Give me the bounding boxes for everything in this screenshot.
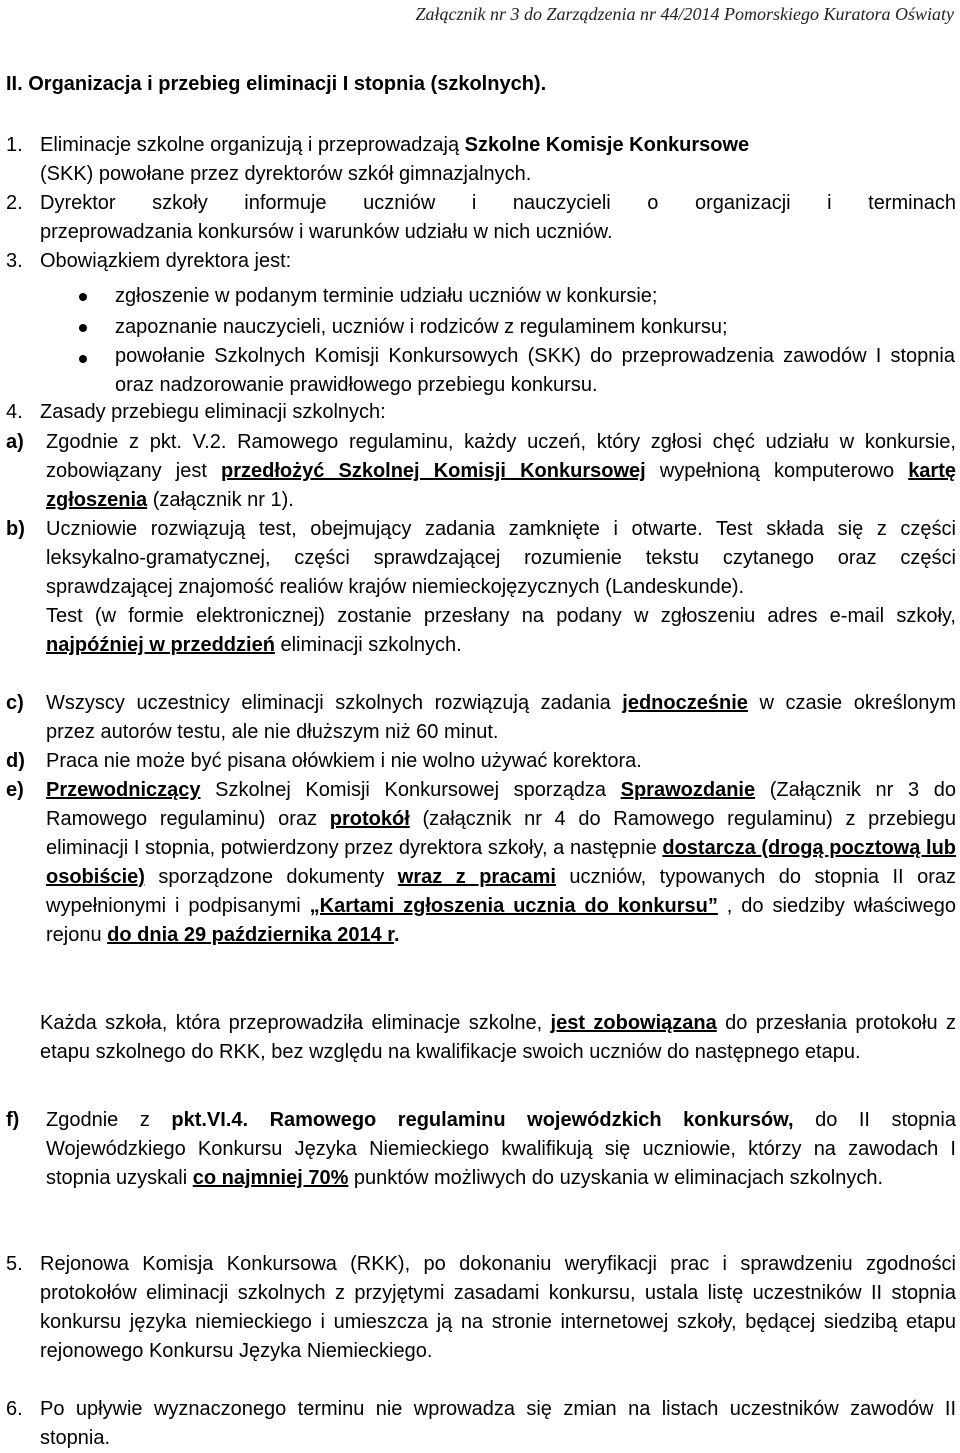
item-text: do przesłania protokołu z etapu szkolnego do RKK, bez względu na kwalifikacje swoich uczniów do następnego etapu. <box>40 1012 956 1063</box>
item-text: Obowiązkiem dyrektora jest: <box>40 250 292 272</box>
item-text: Wszyscy uczestnicy eliminacji szkolnych rozwiązują zadania <box>46 692 623 714</box>
list-item-5 <box>6 1250 956 1366</box>
item-text: Praca nie może być pisana ołówkiem i nie wolno używać korektora. <box>46 750 642 772</box>
emphasis-text: jest zobowiązana <box>550 1012 717 1034</box>
bullet-text: powołanie Szkolnych Komisji Konkursowych (SKK) do przeprowadzenia zawodów I stopnia oraz nadzorowanie prawidłowego przebiegu konkursu. <box>115 345 955 396</box>
item-text: Zgodnie z <box>46 1109 172 1131</box>
item-text: Rejonowa Komisja Konkursowa (RKK), po dokonaniu weryfikacji prac i sprawdzeniu zgodności protokołów eliminacji szkolnych z przyjętymi zasadami konkursu, ustala listę uczestników II stopnia konkursu języka niemieckiego i umieszcza ją na stronie internetowej szkoły, będącej siedzibą etapu rejonowego Konkursu Języka Niemieckiego. <box>40 1253 956 1362</box>
sub-item-label: d) <box>6 750 25 772</box>
emphasis-text: „Kartami zgłoszenia ucznia do konkursu” <box>309 895 718 917</box>
item-number: 6. <box>6 1398 23 1420</box>
bullet-text: zgłoszenie w podanym terminie udziału uczniów w konkursie; <box>115 285 658 307</box>
item-text: Każda szkoła, która przeprowadziła eliminacje szkolne, <box>40 1012 551 1034</box>
item-text: (załącznik nr 4 do Ramowego regulaminu) z przebiegu eliminacji I stopnia, potwierdzony przez dyrektora szkoły, a następnie <box>46 808 956 859</box>
item-text: Uczniowie rozwiązują test, obejmujący zadania zamknięte i otwarte. Test składa się z części leksykalno-gramatycznej, części sprawdzającej rozumienie tekstu czytanego oraz części sprawdzającej znajomość realiów krajów niemieckojęzycznych (Landeskunde). <box>46 518 956 598</box>
emphasis-text: co najmniej 70% <box>192 1167 349 1189</box>
emphasis-text: najpóźniej w przeddzień <box>46 634 275 656</box>
item-text: do II stopnia Wojewódzkiego Konkursu Języka Niemieckiego kwalifikują się uczniowie, którzy na zawodach I stopnia uzyskali <box>46 1109 956 1189</box>
sub-item-b <box>6 515 956 660</box>
list-item-3 <box>6 247 956 276</box>
bullet-icon <box>79 324 87 332</box>
item-text: (załącznik nr 1). <box>147 489 294 511</box>
sub-item-e <box>6 776 956 950</box>
sub-item-label: e) <box>6 779 24 801</box>
emphasis-text: jednocześnie <box>622 692 748 714</box>
item-text: (SKK) powołane przez dyrektorów szkół gimnazjalnych. <box>40 163 532 185</box>
item-number: 2. <box>6 192 23 214</box>
item-text: w czasie określonym przez autorów testu, ale nie dłuższym niż 60 minut. <box>46 692 956 743</box>
sub-item-f <box>6 1106 956 1193</box>
item-text: punktów możliwych do uzyskania w eliminacjach szkolnych. <box>348 1167 884 1189</box>
list-item-2 <box>6 189 956 247</box>
emphasis-text: Sprawozdanie <box>620 779 756 801</box>
item-text: Po upływie wyznaczonego terminu nie wprowadza się zmian na listach uczestników zawodów II stopnia. <box>40 1398 956 1449</box>
document-header: Załącznik nr 3 do Zarządzenia nr 44/2014 Pomorskiego Kuratora Oświaty <box>415 4 954 24</box>
bullet-text: zapoznanie nauczycieli, uczniów i rodziców z regulaminem konkursu; <box>115 316 728 338</box>
sub-item-d <box>6 747 956 776</box>
item-number: 1. <box>6 134 23 156</box>
item-text: (Załącznik nr 3 do Ramowego regulaminu) oraz <box>46 779 957 830</box>
item-number: 3. <box>6 250 23 272</box>
bullet-icon <box>79 355 87 363</box>
notice-paragraph <box>40 1009 956 1067</box>
bold-text: Szkolne Komisje Konkursowe <box>464 134 750 156</box>
item-text: Zgodnie z pkt. V.2. Ramowego regulaminu, każdy uczeń, który zgłosi chęć udziału w konkursie, zobowiązany jest <box>46 431 956 482</box>
item-text: wypełnioną komputerowo <box>645 460 909 482</box>
sub-item-label: c) <box>6 692 24 714</box>
item-text: eliminacji szkolnych. <box>274 634 462 656</box>
item-text: przeprowadzania konkursów i warunków udziału w nich uczniów. <box>40 221 613 243</box>
sub-item-a <box>6 428 956 515</box>
emphasis-text: dostarcza (drogą pocztową lub osobiście) <box>46 837 957 888</box>
item-text: sporządzone dokumenty <box>144 866 398 888</box>
emphasis-text: kartę zgłoszenia <box>46 460 956 511</box>
sub-item-label: a) <box>6 431 24 453</box>
item-text: Test (w formie elektronicznej) zostanie przesłany na podany w zgłoszeniu adres e-mail szkoły, <box>46 605 956 627</box>
emphasis-text: wraz z pracami <box>397 866 556 888</box>
item-text: Eliminacje szkolne organizują i przeprowadzają <box>40 134 465 156</box>
bullet-icon <box>79 293 87 301</box>
emphasis-text: Przewodniczący <box>46 779 201 801</box>
item-text: Zasady przebiegu eliminacji szkolnych: <box>40 401 386 423</box>
list-item-1 <box>6 131 956 189</box>
bold-text: pkt.VI.4. Ramowego regulaminu wojewódzkich konkursów, <box>171 1109 794 1131</box>
item-text: Dyrektor szkoły informuje uczniów i nauczycieli o organizacji i terminach <box>40 192 956 214</box>
list-item-6 <box>6 1395 956 1453</box>
item-text: uczniów, typowanych do stopnia II oraz wypełnionymi i podpisanymi <box>46 866 956 917</box>
item-text: Szkolnej Komisji Konkursowej sporządza <box>200 779 621 801</box>
item-text: . <box>393 924 400 946</box>
item-number: 5. <box>6 1253 23 1275</box>
emphasis-text: do dnia 29 października 2014 r <box>107 924 394 946</box>
item-number: 4. <box>6 401 23 423</box>
sub-item-label: b) <box>6 518 25 540</box>
item-text: , do siedziby właściwego rejonu <box>46 895 956 946</box>
section-title: II. Organizacja i przebieg eliminacji I stopnia (szkolnych). <box>6 73 547 95</box>
sub-item-label: f) <box>6 1109 20 1131</box>
emphasis-text: przedłożyć Szkolnej Komisji Konkursowej <box>221 460 646 482</box>
list-item-4 <box>6 398 956 427</box>
sub-item-c <box>6 689 956 747</box>
emphasis-text: protokół <box>329 808 410 830</box>
